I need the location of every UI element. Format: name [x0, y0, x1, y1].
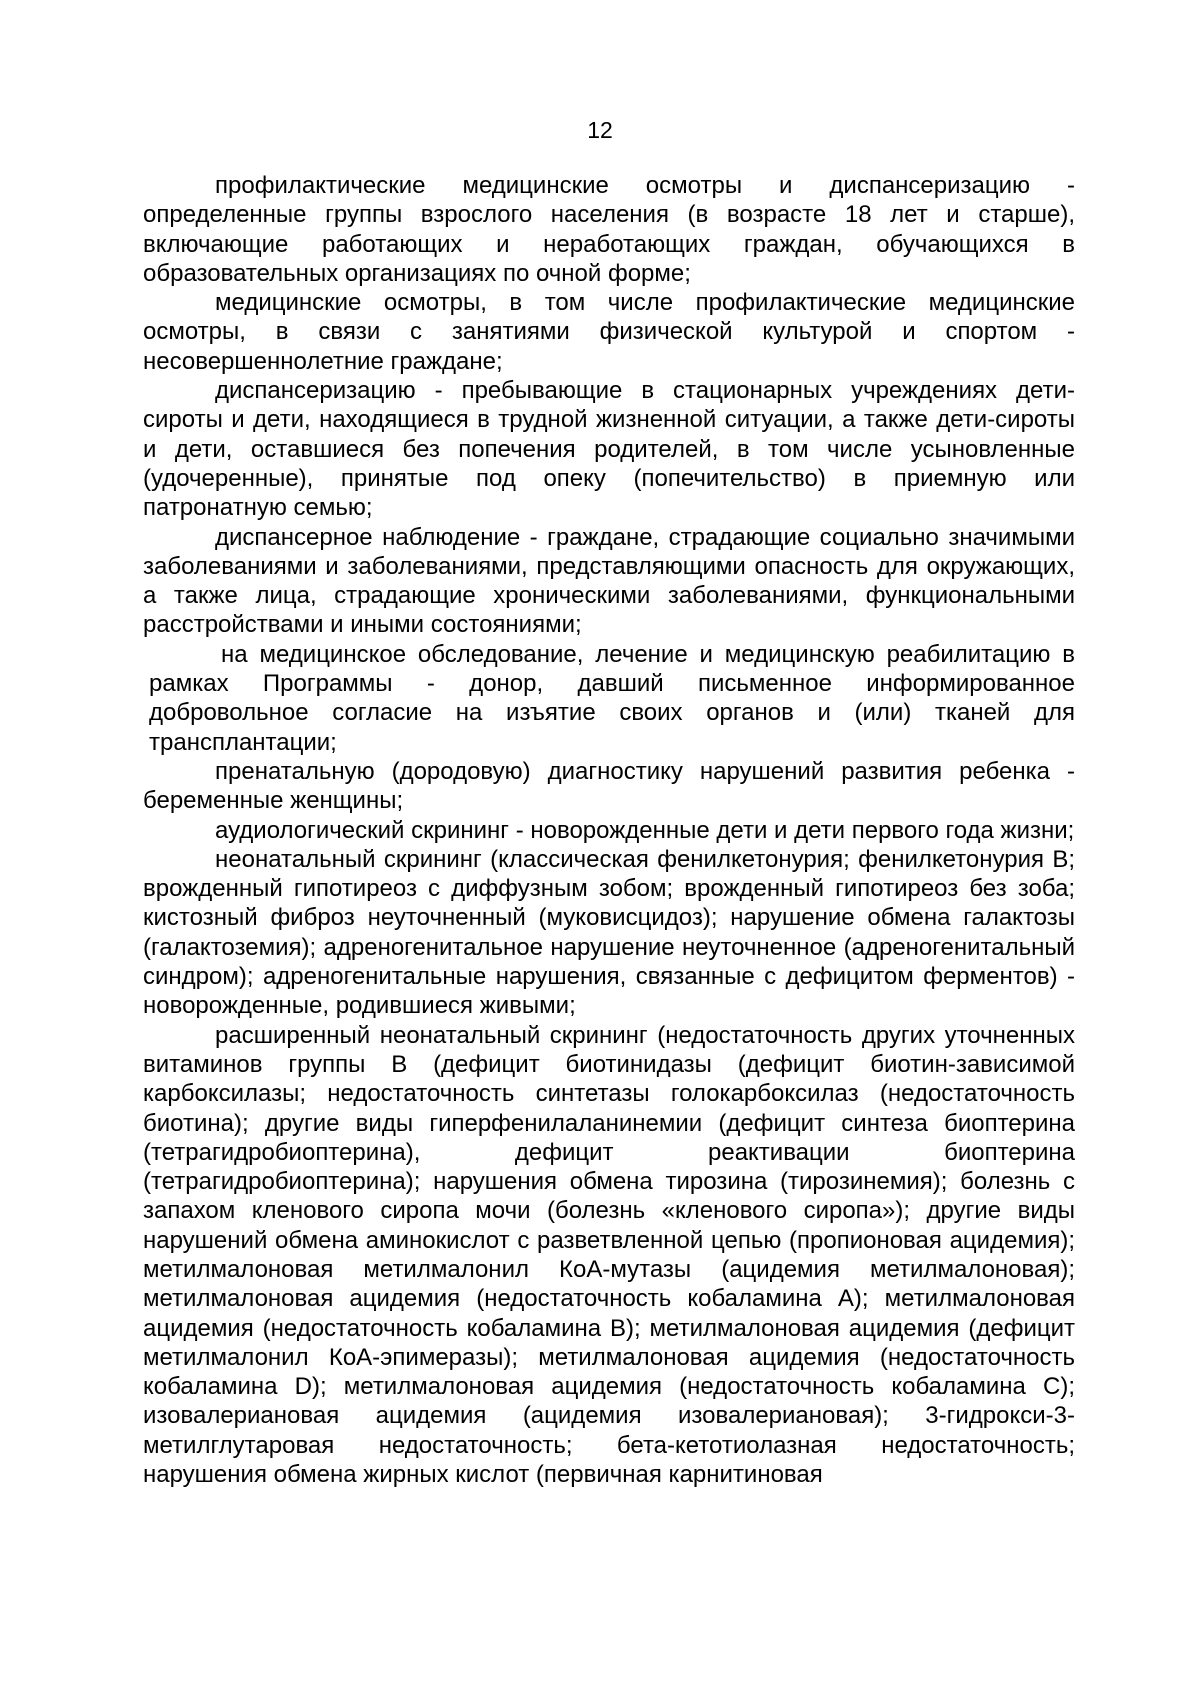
- paragraph-dispensary-observation: диспансерное наблюдение - граждане, страдающие социально значимыми заболеваниями и заболеваниями, представляющими опасность для окружающих, а также лица, страдающие хроническими заболеваниями, функциональными расстройствами и иными состояниями;: [143, 523, 1075, 639]
- paragraph-neonatal-screening: неонатальный скрининг (классическая фенилкетонурия; фенилкетонурия В; врожденный гипотиреоз с диффузным зобом; врожденный гипотиреоз без зоба; кистозный фиброз неуточненный (муковисцидоз); нарушение обмена галактозы (галактоземия); адреногенитальное нарушение неуточненное (адреногенитальный синдром); адреногенитальные нарушения, связанные с дефицитом ферментов) - новорожденные, родившиеся живыми;: [143, 845, 1075, 1020]
- paragraph-medical-exams-minors: медицинские осмотры, в том числе профилактические медицинские осмотры, в связи с занятиями физической культурой и спортом - несовершеннолетние граждане;: [143, 289, 1075, 375]
- paragraph-prenatal-diagnostics: пренатальную (дородовую) диагностику нарушений развития ребенка - беременные женщины;: [143, 757, 1075, 815]
- paragraph-organ-donor: на медицинское обследование, лечение и медицинскую реабилитацию в рамках Программы - донор, давший письменное информированное добровольное согласие на изъятие своих органов и (или) тканей для трансплантации;: [149, 640, 1075, 756]
- paragraph-dispensarization-orphans: диспансеризацию - пребывающие в стационарных учреждениях дети-сироты и дети, находящиеся в трудной жизненной ситуации, а также дети-сироты и дети, оставшиеся без попечения родителей, в том числе усыновленные (удочеренные), принятые под опеку (попечительство) в приемную или патронатную семью;: [143, 377, 1075, 522]
- paragraph-audiological-screening: аудиологический скрининг - новорожденные дети и дети первого года жизни;: [215, 816, 1075, 844]
- document-body: [143, 171, 1075, 1489]
- page-number: 12: [587, 117, 613, 143]
- paragraph-extended-neonatal-screening: расширенный неонатальный скрининг (недостаточность других уточненных витаминов группы В (дефицит биотинидазы (дефицит биотин-зависимой карбоксилазы; недостаточность синтетазы голокарбоксилаз (недостаточность биотина); другие виды гиперфенилаланинемии (дефицит синтеза биоптерина (тетрагидробиоптерина), дефицит реактивации биоптерина (тетрагидробиоптерина); нарушения обмена тирозина (тирозинемия); болезнь с запахом кленового сиропа мочи (болезнь «кленового сиропа»); другие виды нарушений обмена аминокислот с разветвленной цепью (пропионовая ацидемия); метилмалоновая метилмалонил КоА-мутазы (ацидемия метилмалоновая); метилмалоновая ацидемия (недостаточность кобаламина А); метилмалоновая ацидемия (недостаточность кобаламина В); метилмалоновая ацидемия (дефицит метилмалонил КоА-эпимеразы); метилмалоновая ацидемия (недостаточность кобаламина D); метилмалоновая ацидемия (недостаточность кобаламина С); изовалериановая ацидемия (ацидемия изовалериановая); 3-гидрокси-3-метилглутаровая недостаточность; бета-кетотиолазная недостаточность; нарушения обмена жирных кислот (первичная карнитиновая: [143, 1021, 1075, 1489]
- paragraph-preventive-exams-adults: профилактические медицинские осмотры и диспансеризацию - определенные группы взрослого населения (в возрасте 18 лет и старше), включающие работающих и неработающих граждан, обучающихся в образовательных организациях по очной форме;: [143, 172, 1075, 287]
